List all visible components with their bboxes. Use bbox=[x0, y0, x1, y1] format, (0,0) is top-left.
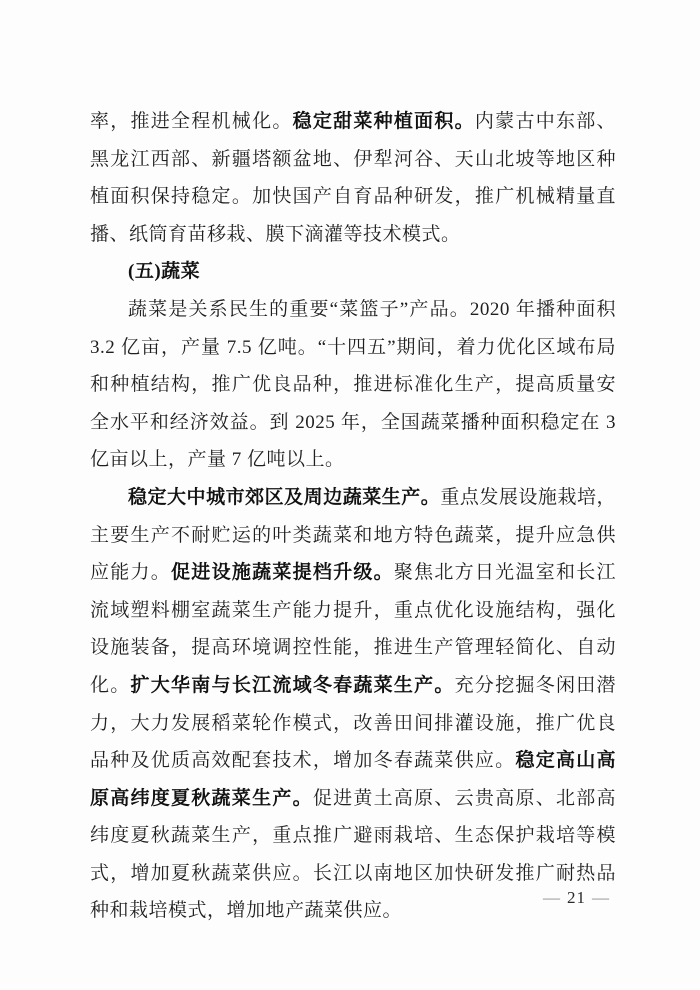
body-text: 内蒙古中东部、黑龙江西部、新疆塔额盆地、伊犁河谷、天山北坡等地区种植面积保持稳定。加快国产自育品种研发，推广机械精量直播、纸筒育苗移栽、膜下滴灌等技术模式。 bbox=[90, 111, 616, 245]
paragraph bbox=[90, 291, 616, 479]
bold-text: 稳定甜菜种植面积。 bbox=[292, 111, 475, 132]
paragraph bbox=[90, 103, 616, 253]
footer-dash-right: — bbox=[592, 888, 610, 907]
document-body bbox=[90, 103, 616, 930]
bold-text: 扩大华南与长江流域冬春蔬菜生产。 bbox=[130, 674, 455, 696]
body-text: 蔬菜是关系民生的重要“菜篮子”产品。2020 年播种面积 3.2 亿亩，产量 7.5 亿吨。“十四五”期间，着力优化区域布局和种植结构，推广优良品种，推进标准化生产，提高质量安全水平和经济效益。到 2025 年，全国蔬菜播种面积稳定在 3 亿亩以上，产量 7 亿吨以上。 bbox=[90, 298, 616, 471]
bold-text: (五)蔬菜 bbox=[128, 261, 201, 283]
footer-dash-left: — bbox=[543, 888, 561, 907]
paragraph bbox=[90, 479, 616, 930]
bold-text: 稳定高山高原高纬度夏秋蔬菜生产。 bbox=[90, 750, 616, 809]
page-footer bbox=[537, 888, 616, 908]
page-number: 21 bbox=[567, 888, 586, 907]
bold-text: 稳定大中城市郊区及周边蔬菜生产。 bbox=[128, 486, 441, 508]
body-text: 率，推进全程机械化。 bbox=[90, 111, 293, 132]
body-text: 充分挖掘冬闲田潜力，大力发展稻菜轮作模式，改善田间排灌设施，推广优良品种及优质高效配套技术，增加冬春蔬菜供应。 bbox=[90, 674, 616, 772]
section-heading bbox=[90, 253, 616, 291]
body-text: 重点发展设施栽培，主要生产不耐贮运的叶类蔬菜和地方特色蔬菜，提升应急供应能力。 bbox=[90, 486, 616, 584]
body-text: 促进黄土高原、云贵高原、北部高纬度夏秋蔬菜生产，重点推广避雨栽培、生态保护栽培等模式，增加夏秋蔬菜供应。长江以南地区加快研发推广耐热品种和栽培模式，增加地产蔬菜供应。 bbox=[90, 787, 616, 922]
body-text: 聚焦北方日光温室和长江流域塑料棚室蔬菜生产能力提升，重点优化设施结构，强化设施装备，提高环境调控性能，推进生产管理轻简化、自动化。 bbox=[90, 562, 616, 696]
bold-text: 促进设施蔬菜提档升级。 bbox=[171, 562, 394, 584]
